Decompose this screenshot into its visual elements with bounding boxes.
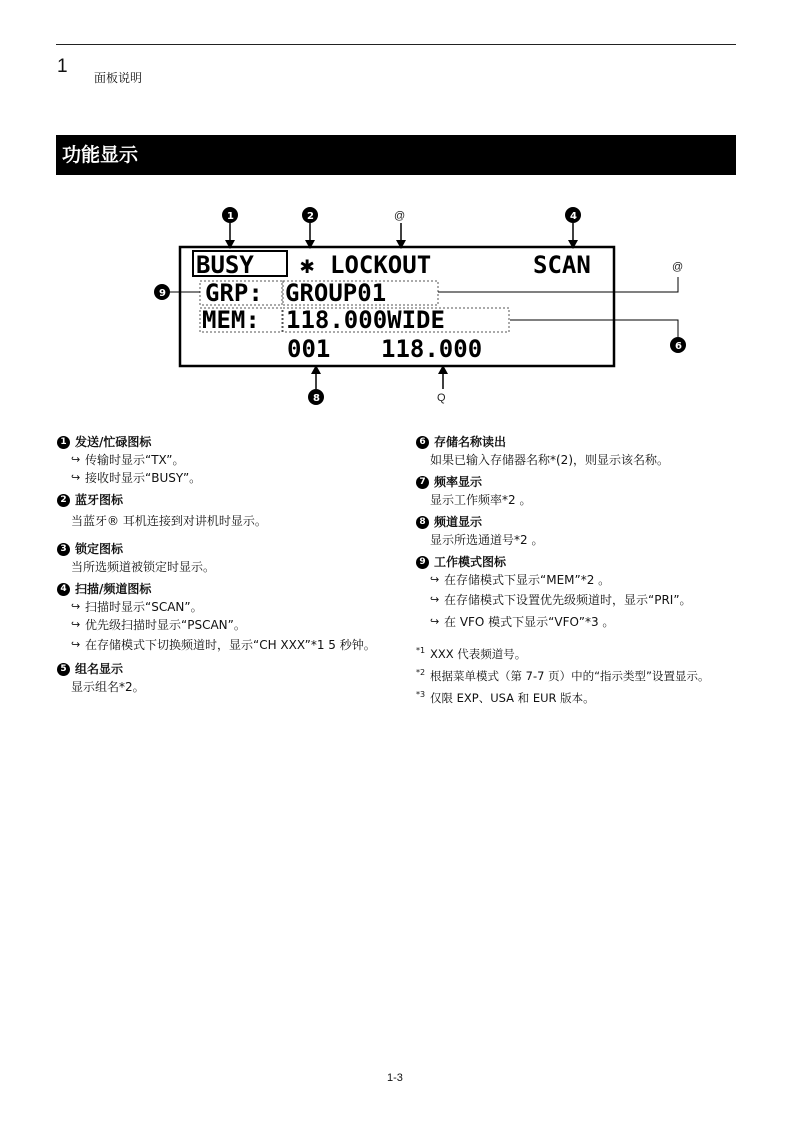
- arrow-icon: ↪: [71, 638, 81, 651]
- callout-1: 1: [227, 211, 234, 222]
- callout-5: @: [672, 261, 684, 273]
- grp-label: GRP:: [205, 279, 263, 307]
- footnote: *2 根据菜单模式（第 7-7 页）中的“指示类型”设置显示。: [416, 668, 710, 683]
- section-banner: 功能显示: [56, 135, 736, 175]
- chapter-number: 1: [57, 56, 68, 77]
- channel-number: 001: [287, 335, 331, 363]
- arrow-icon: ↪: [430, 615, 440, 628]
- scan-text: SCAN: [533, 251, 591, 279]
- callout-4: 4: [570, 211, 577, 222]
- item-2: 2 蓝牙图标 当蓝牙® 耳机连接到对讲机时显示。: [57, 491, 387, 530]
- footnote: *3 仅限 EXP、USA 和 EUR 版本。: [416, 690, 595, 705]
- lcd-diagram: [0, 195, 793, 410]
- mem-label: MEM:: [202, 306, 260, 334]
- item-title: 组名显示: [75, 662, 124, 676]
- arrow-icon: ↪: [71, 453, 81, 466]
- callout-6: 6: [675, 341, 682, 352]
- item-title: 工作模式图标: [434, 555, 507, 569]
- arrow-icon: ↪: [71, 471, 81, 484]
- item-title: 发送/忙碌图标: [75, 435, 152, 449]
- item-title: 频道显示: [434, 515, 483, 529]
- bluetooth-icon: ✱: [300, 251, 315, 279]
- busy-text: BUSY: [196, 251, 254, 279]
- mem-value: 118.000WIDE: [286, 306, 445, 334]
- chapter-title: 面板说明: [94, 71, 143, 85]
- item-8: 8 频道显示 显示所选通道号*2 。: [416, 513, 746, 549]
- footnote: *1 XXX 代表频道号。: [416, 646, 527, 661]
- item-title: 存储名称读出: [434, 435, 507, 449]
- header-rule: [56, 44, 736, 45]
- item-title: 锁定图标: [75, 542, 124, 556]
- item-title: 扫描/频道图标: [75, 582, 152, 596]
- callout-7: Q: [437, 392, 446, 404]
- item-5: 5 组名显示 显示组名*2。: [57, 660, 387, 696]
- arrow-icon: ↪: [71, 618, 81, 631]
- item-1: 1 发送/忙碌图标 ↪ 传输时显示“TX”。 ↪ 接收时显示“BUSY”。: [57, 433, 387, 487]
- item-title: 频率显示: [434, 475, 483, 489]
- page-number: 1-3: [387, 1072, 403, 1084]
- callout-3: @: [394, 210, 406, 222]
- footnotes: [416, 643, 746, 709]
- grp-value: GROUP01: [285, 279, 387, 307]
- arrow-icon: ↪: [430, 593, 440, 606]
- arrow-icon: ↪: [71, 600, 81, 613]
- item-3: 3 锁定图标 当所选频道被锁定时显示。: [57, 540, 387, 576]
- item-7: 7 频率显示 显示工作频率*2 。: [416, 473, 746, 509]
- item-title: 蓝牙图标: [75, 493, 124, 507]
- callout-2: 2: [307, 211, 314, 222]
- lockout-text: LOCKOUT: [330, 251, 432, 279]
- frequency-text: 118.000: [381, 335, 483, 363]
- right-column: [416, 433, 746, 709]
- callout-9: 9: [159, 288, 166, 299]
- callout-8: 8: [313, 393, 320, 404]
- item-9: 9 工作模式图标 ↪ 在存储模式下显示“MEM”*2 。 ↪ 在存储模式下设置优先级频道时，显示“PRI”。 ↪ 在 VFO 模式下显示“VFO”*3 。: [416, 553, 746, 633]
- item-6: 6 存储名称读出 如果已输入存储器名称*(2)，则显示该名称。: [416, 433, 746, 469]
- left-column: [57, 433, 387, 700]
- item-4: 4 扫描/频道图标 ↪ 扫描时显示“SCAN”。 ↪ 优先级扫描时显示“PSCAN”。 ↪ 在存储模式下切换频道时，显示“CH XXX”*1 5 秒钟。: [57, 580, 387, 656]
- arrow-icon: ↪: [430, 573, 440, 586]
